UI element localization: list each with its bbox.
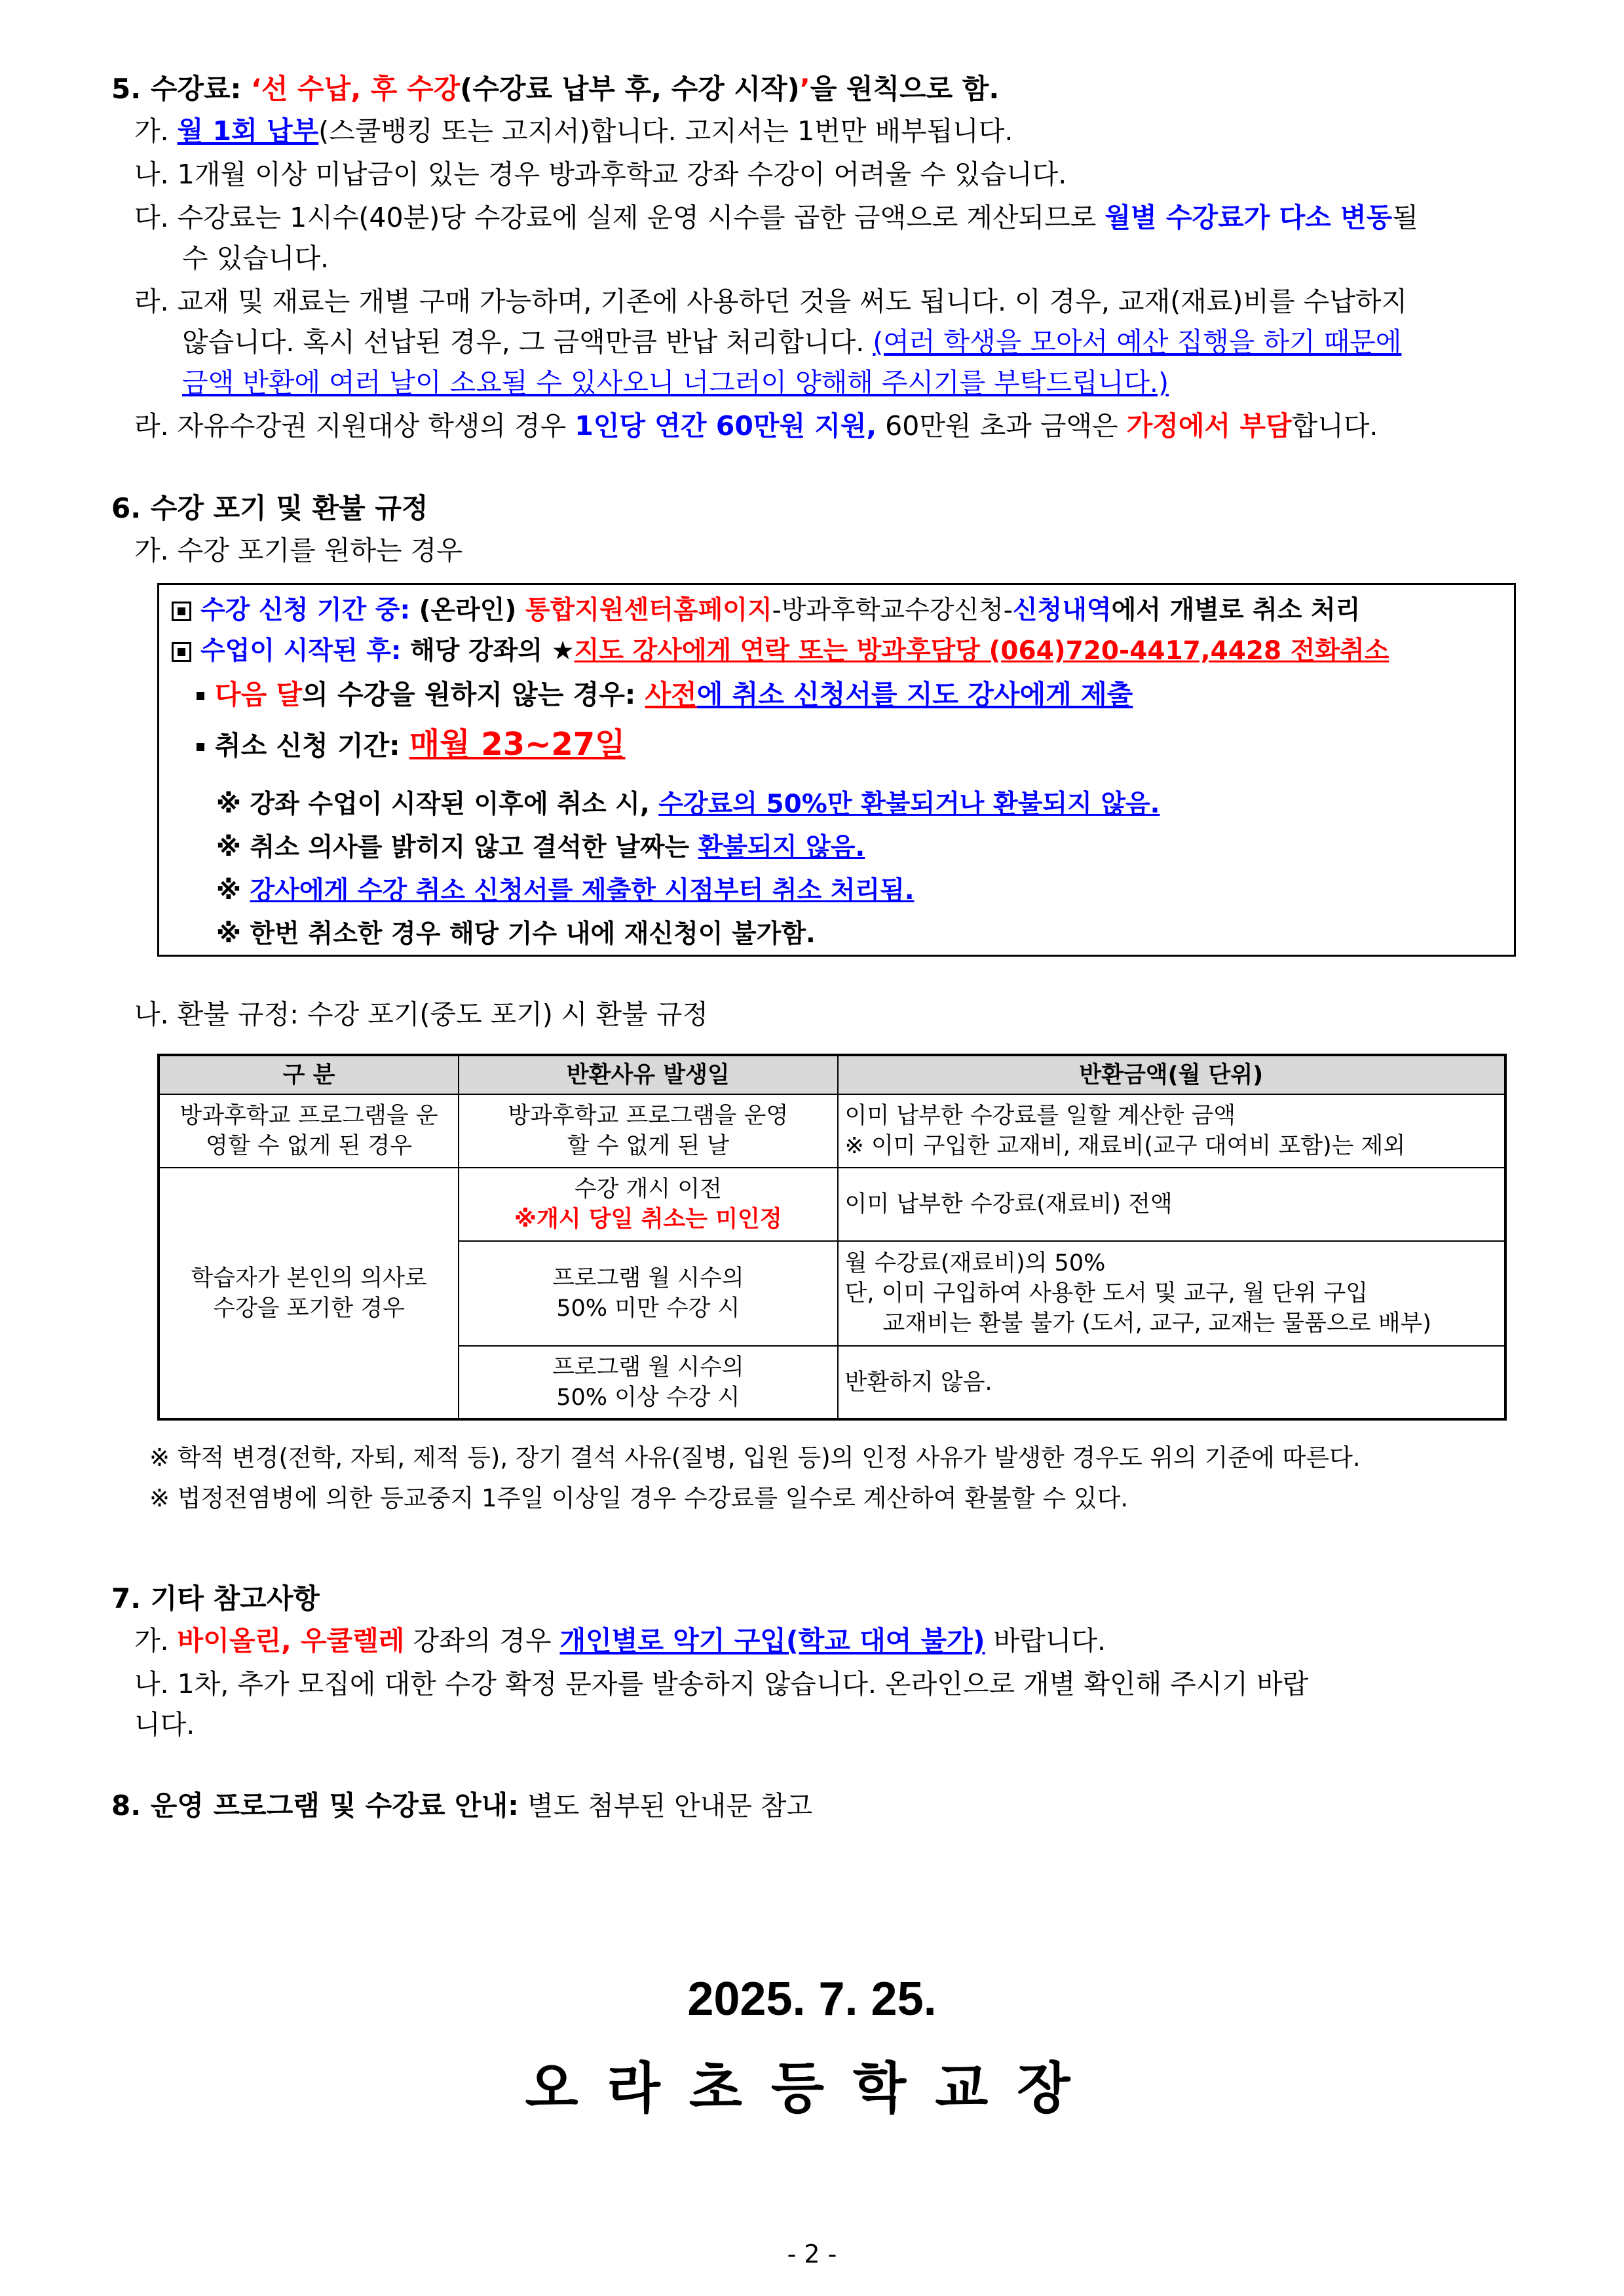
cell-text: 이미 납부한 수강료(재료비) 전액 bbox=[844, 1191, 1173, 1217]
page-number: - 2 - bbox=[787, 2240, 837, 2268]
section-7-item-ga bbox=[134, 1622, 1106, 1659]
box-note-4: ※ 한번 취소한 경우 해당 기수 내에 재신청이 불가함. bbox=[216, 919, 816, 949]
cell-text: 수강 개시 이전 bbox=[574, 1176, 722, 1202]
section-5-title bbox=[111, 71, 999, 107]
box-note-3 bbox=[216, 874, 915, 908]
section-6-item-ga: 가. 수강 포기를 원하는 경우 bbox=[134, 535, 463, 566]
section-7-item-na-cont: 니다. bbox=[134, 1709, 195, 1740]
cell-text: 프로그램 월 시수의 50% 이상 수강 시 bbox=[552, 1354, 744, 1411]
table-header: 구 분 bbox=[159, 1055, 459, 1094]
box-text: (온라인) bbox=[410, 596, 525, 625]
section-5-item-ra1: 라. 교재 및 재료는 개별 구매 가능하며, 기존에 사용하던 것을 써도 됩니다. 이 경우, 교재(재료)비를 수납하지 bbox=[134, 286, 1408, 317]
table-row bbox=[159, 1094, 1505, 1168]
bullet-icon bbox=[197, 743, 204, 751]
section-7-title: 7. 기타 참고사항 bbox=[111, 1582, 320, 1615]
purchase-instrument-highlight: 개인별로 악기 구입(학교 대여 불가) bbox=[559, 1625, 985, 1656]
section-5-item-ga bbox=[134, 113, 1013, 149]
cancel-period-highlight: 매월 23~27일 bbox=[409, 726, 626, 763]
section-5-item-da bbox=[134, 199, 1418, 236]
item-marker: 가. bbox=[134, 1625, 178, 1656]
item-marker: 가. bbox=[134, 115, 178, 147]
refund-table bbox=[157, 1054, 1507, 1421]
item-text: 않습니다. 혹시 선납된 경우, 그 금액만큼 반납 처리합니다. bbox=[182, 326, 873, 358]
document-date: 2025. 7. 25. bbox=[687, 1973, 937, 2025]
item-text: 바랍니다. bbox=[985, 1625, 1106, 1656]
same-day-cancel-note: ※개시 당일 취소는 미인정 bbox=[514, 1206, 782, 1233]
bullet-icon bbox=[197, 692, 204, 700]
section-5-quote: ’ bbox=[799, 73, 810, 105]
monthly-payment-highlight: 월 1회 납부 bbox=[177, 115, 319, 147]
table-cell bbox=[459, 1241, 837, 1346]
cell-text: 월 수강료(재료비)의 50% bbox=[844, 1250, 1106, 1276]
section-7-item-na: 나. 1차, 추가 모집에 대한 수강 확정 문자를 발송하지 않습니다. 온라인으로 개별 확인해 주시기 바랍 bbox=[134, 1668, 1309, 1700]
box-row-cancel-period bbox=[197, 727, 626, 763]
cell-text: 방과후학교 프로그램을 운영할 수 없게 된 날 bbox=[508, 1103, 789, 1159]
section-5-item-na: 나. 1개월 이상 미납금이 있는 경우 방과후학교 강좌 수강이 어려울 수 있습니다. bbox=[134, 159, 1067, 190]
cell-text: 이미 납부한 수강료를 일할 계산한 금액 bbox=[844, 1103, 1236, 1129]
table-header: 반환사유 발생일 bbox=[459, 1055, 837, 1094]
box-text: 의 수강을 원하지 않는 경우: bbox=[302, 679, 645, 710]
box-text: 취소 신청 기간: bbox=[215, 730, 409, 761]
box-blue-text: 부터 취소 처리됨. bbox=[713, 876, 915, 906]
box-row-next-month bbox=[197, 678, 1133, 712]
item-text: 합니다. bbox=[1291, 410, 1378, 442]
section-8-label: 8. 운영 프로그램 및 수강료 안내: bbox=[111, 1789, 519, 1822]
section-5-label: 5. 수강료: bbox=[111, 73, 251, 105]
box-note-1 bbox=[216, 788, 1160, 822]
box-text: ※ 강좌 수업이 시작된 이후에 취소 시, bbox=[216, 790, 659, 819]
box-blue-text: 강사에게 수강 취소 신청서를 제출한 시점 bbox=[250, 876, 714, 906]
section-8-title bbox=[111, 1788, 812, 1824]
table-cell bbox=[459, 1168, 837, 1241]
instrument-names: 바이올린, 우쿨렐레 bbox=[177, 1625, 405, 1656]
square-bullet-icon bbox=[172, 602, 191, 621]
square-bullet-icon bbox=[172, 642, 191, 662]
box-blue-text: 신청내역 bbox=[1012, 596, 1112, 625]
box-text: ※ 취소 의사를 밝히지 않고 결석한 날짜는 bbox=[216, 833, 698, 862]
box-text: -방과후학교수강신청- bbox=[772, 596, 1013, 625]
fee-change-highlight: 월별 수강료가 다소 변동 bbox=[1105, 202, 1393, 233]
section-6-item-na: 나. 환불 규정: 수강 포기(중도 포기) 시 환불 규정 bbox=[134, 999, 709, 1030]
family-burden-highlight: 가정에서 부담 bbox=[1126, 410, 1292, 442]
refund-note-blue: (여러 학생을 모아서 예산 집행을 하기 때문에 bbox=[873, 326, 1402, 358]
table-cell bbox=[459, 1094, 837, 1168]
box-note-2 bbox=[216, 831, 865, 865]
table-header: 반환금액(월 단위) bbox=[838, 1055, 1505, 1094]
box-red-text: 사전 bbox=[645, 679, 697, 710]
box-red-text: 통합지원센터홈페이지 bbox=[525, 596, 772, 625]
box-label: 수강 신청 기간 중: bbox=[200, 596, 411, 625]
box-text: 해당 강좌의 ★ bbox=[401, 636, 575, 666]
section-5-item-ra2 bbox=[134, 408, 1378, 444]
section-5-item-ra1-cont bbox=[182, 324, 1401, 360]
box-row-after-start bbox=[172, 634, 1389, 668]
section-5-item-ra1-cont2: 금액 반환에 여러 날이 소요될 수 있사오니 너그러이 양해해 주시기를 부탁드립니다.) bbox=[182, 367, 1169, 398]
item-text: 강좌의 경우 bbox=[404, 1625, 560, 1656]
item-text: 다. 수강료는 1시수(40분)당 수강료에 실제 운영 시수를 곱한 금액으로 계산되므로 bbox=[134, 202, 1105, 233]
table-cell bbox=[159, 1094, 459, 1168]
item-text: (스쿨뱅킹 또는 고지서)합니다. 고지서는 1번만 배부됩니다. bbox=[318, 115, 1013, 147]
table-cell bbox=[459, 1346, 837, 1419]
box-blue-text: 환불되지 않음. bbox=[698, 833, 865, 862]
support-amount-highlight: 1인당 연간 60만원 지원, bbox=[575, 410, 877, 442]
box-red-text: 지도 강사에게 연락 또는 방과후담당 (064)720-4417,4428 전화취소 bbox=[574, 636, 1389, 666]
cell-text: 학습자가 본인의 의사로 수강을 포기한 경우 bbox=[191, 1265, 427, 1322]
table-header-row bbox=[159, 1055, 1505, 1094]
cell-text: 단, 이미 구입하여 사용한 도서 및 교구, 월 단위 구입 bbox=[844, 1280, 1369, 1307]
table-note-1: ※ 학적 변경(전학, 자퇴, 제적 등), 장기 결석 사유(질병, 입원 등)의 인정 사유가 발생한 경우도 위의 기준에 따른다. bbox=[149, 1444, 1361, 1472]
table-note-2: ※ 법정전염병에 의한 등교중지 1주일 이상일 경우 수강료를 일수로 계산하여 환불할 수 있다. bbox=[149, 1484, 1129, 1512]
box-text: 에서 개별로 취소 처리 bbox=[1111, 596, 1361, 625]
section-5-item-da-cont: 수 있습니다. bbox=[182, 242, 330, 274]
box-row-registration-period bbox=[172, 594, 1360, 628]
box-label: 수업이 시작된 후: bbox=[200, 636, 402, 666]
section-5-suffix: 을 원칙으로 함. bbox=[810, 73, 1000, 105]
table-row bbox=[159, 1168, 1505, 1241]
section-5-mid-text: (수강료 납부 후, 수강 시작) bbox=[460, 73, 800, 105]
item-text: 될 bbox=[1392, 202, 1418, 233]
section-6-title: 6. 수강 포기 및 환불 규정 bbox=[111, 492, 428, 524]
box-blue-text: 수강료의 50%만 환불되거나 환불되지 않음. bbox=[658, 790, 1160, 819]
box-blue-text: 에 취소 신청서를 지도 강사에게 제출 bbox=[696, 679, 1133, 710]
section-5-red-text: ‘선 수납, 후 수강 bbox=[250, 73, 461, 105]
cell-text: 프로그램 월 시수의 50% 미만 수강 시 bbox=[552, 1265, 744, 1322]
section-8-text: 별도 첨부된 안내문 참고 bbox=[518, 1790, 813, 1822]
table-cell bbox=[159, 1168, 459, 1419]
box-text: ※ bbox=[216, 876, 250, 906]
box-red-text: 다음 달 bbox=[215, 679, 303, 710]
table-cell bbox=[838, 1346, 1505, 1419]
cell-text: 방과후학교 프로그램을 운영할 수 없게 된 경우 bbox=[179, 1103, 438, 1159]
item-text: 라. 자유수강권 지원대상 학생의 경우 bbox=[134, 410, 575, 442]
table-cell bbox=[838, 1241, 1505, 1346]
cell-text: 반환하지 않음. bbox=[844, 1369, 992, 1396]
cell-text: 교재비는 환불 불가 (도서, 교구, 교재는 물품으로 배부) bbox=[882, 1311, 1431, 1337]
table-cell bbox=[838, 1168, 1505, 1241]
item-text: 60만원 초과 금액은 bbox=[877, 410, 1127, 442]
school-principal-signature: 오라초등학교장 bbox=[525, 2056, 1099, 2120]
table-cell bbox=[838, 1094, 1505, 1168]
cell-text: ※ 이미 구입한 교재비, 재료비(교구 대여비 포함)는 제외 bbox=[844, 1133, 1406, 1159]
